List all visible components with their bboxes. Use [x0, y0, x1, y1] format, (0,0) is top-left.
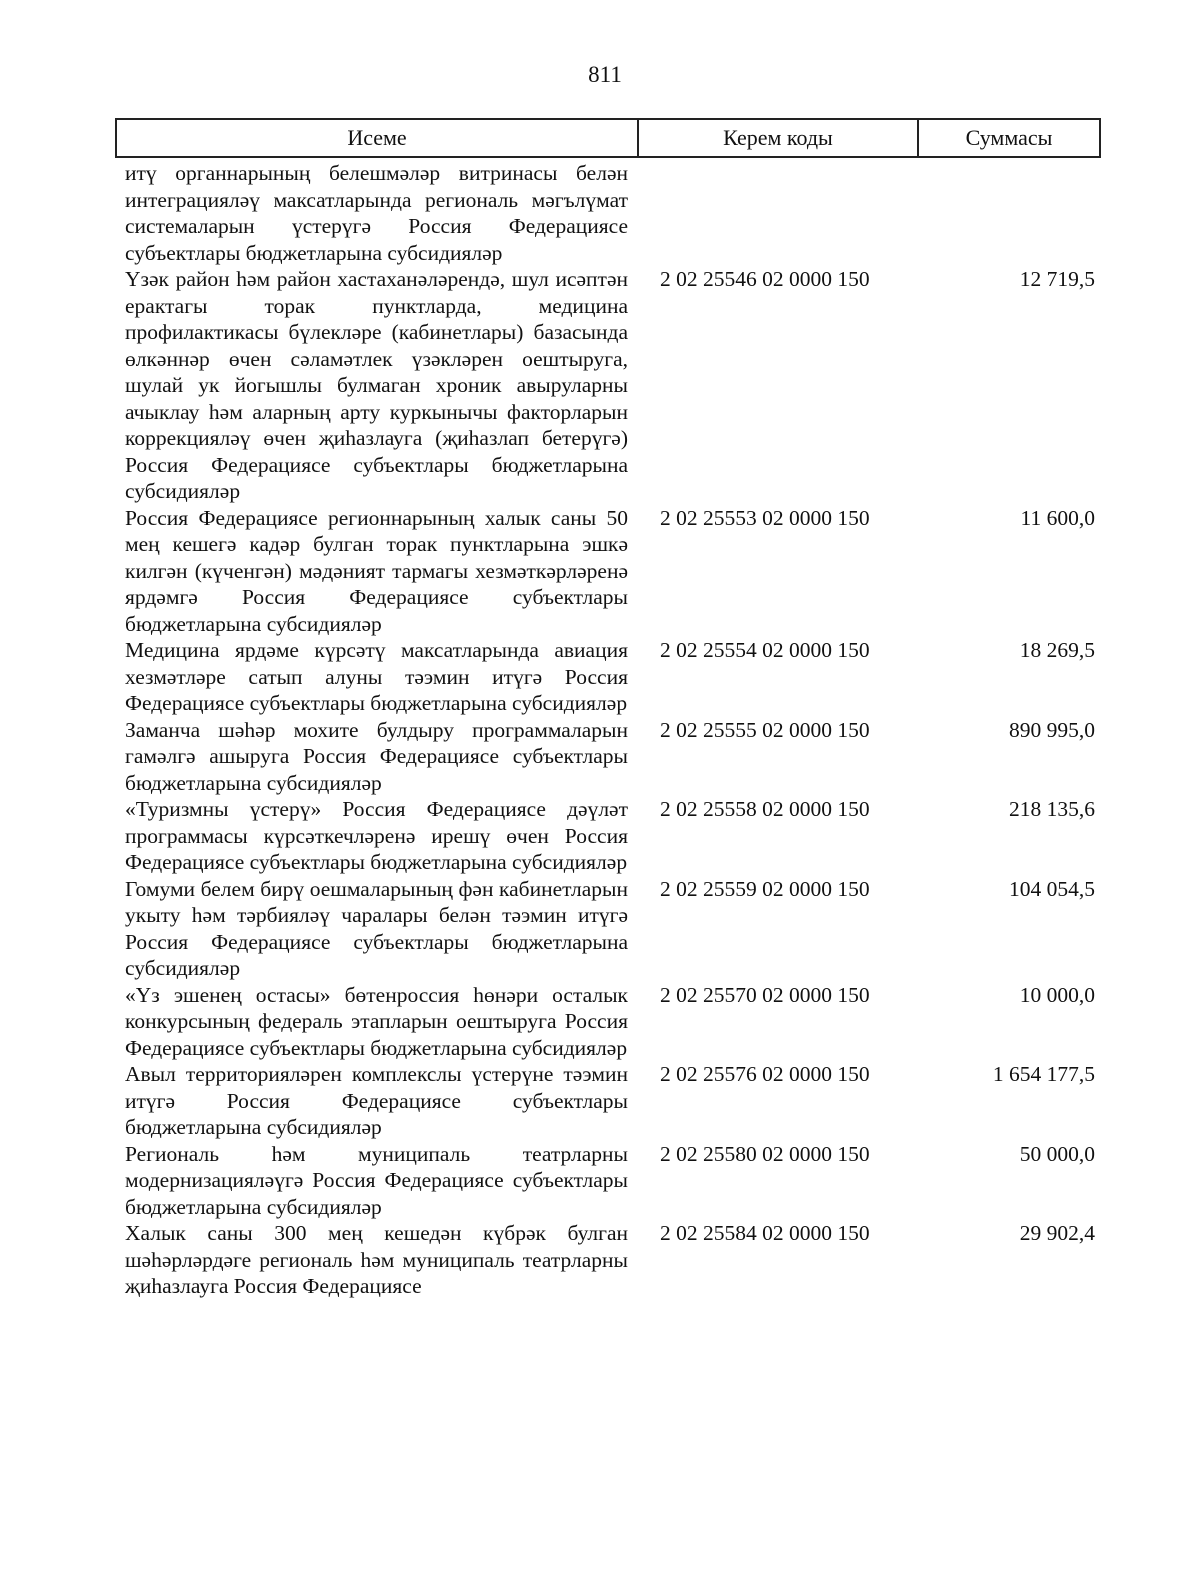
table-row [125, 796, 1101, 876]
row-code: 2 02 25584 02 0000 150 [660, 1221, 870, 1245]
header-sum: Суммасы [965, 125, 1053, 150]
row-code: 2 02 25554 02 0000 150 [660, 638, 870, 662]
header-name: Исеме [117, 120, 639, 156]
table-row [125, 982, 1101, 1062]
table-header [115, 118, 1101, 158]
row-code [628, 160, 918, 266]
table-row [125, 1220, 1101, 1300]
row-code: 2 02 25559 02 0000 150 [660, 876, 870, 901]
row-sum: 11 600,0 [1020, 505, 1095, 530]
row-name: Үзәк район һәм район хастаханәләрендә, шул исәптән ерактагы торак пунктларда, медицина профилактикасы бүлекләре (кабинетлары) базасында өлкәннәр өчен сәламәтлек үзәкләрен оештыруга, шулай ук йогышлы булмаган хроник авыруларны ачыклау һәм аларның арту куркынычы факторларын коррекцияләү өчен җиһазлауга (җиһазлап бетерүгә) Россия Федерациясе субъектлары бюджетларына субсидияләр [125, 267, 628, 503]
table-body [125, 160, 1101, 1300]
row-sum: 18 269,5 [1019, 638, 1095, 662]
row-sum: 890 995,0 [1009, 717, 1095, 742]
table-row [125, 266, 1101, 505]
row-sum: 104 054,5 [1009, 876, 1095, 901]
row-sum [918, 160, 1101, 266]
row-sum: 12 719,5 [1019, 267, 1095, 291]
header-code: Керем коды [639, 120, 919, 156]
row-code: 2 02 25576 02 0000 150 [660, 1062, 870, 1086]
page-number: 811 [588, 62, 622, 87]
table-row [125, 505, 1101, 638]
row-name: «Туризмны үстерү» Россия Федерациясе дәүләт программасы күрсәткечләренә ирешү өчен Россия Федерациясе субъектлары бюджетларына субсидияләр [125, 797, 628, 874]
row-name: итү органнарының белешмәләр витринасы белән интеграцияләү максатларында региональ мәгълүмат системаларын үстерүгә Россия Федерациясе субъектлары бюджетларына субсидияләр [125, 161, 628, 265]
row-name: Россия Федерациясе регионнарының халык саны 50 мең кешегә кадәр булган торак пунктларына эшкә килгән (күченгән) мәдәният тармагы хезмәткәрләренә ярдәмгә Россия Федерациясе субъектлары бюджетларына субсидияләр [125, 505, 628, 636]
row-code: 2 02 25553 02 0000 150 [660, 505, 870, 530]
row-name: Заманча шәһәр мохите булдыру программаларын гамәлгә ашыруга Россия Федерациясе субъектлары бюджетларына субсидияләр [125, 717, 628, 795]
table-row [125, 1061, 1101, 1141]
row-code: 2 02 25558 02 0000 150 [660, 797, 870, 821]
row-name: Медицина ярдәме күрсәтү максатларында авиация хезмәтләре сатып алуны тәэмин итүгә Россия Федерациясе субъектлары бюджетларына субсидияләр [125, 638, 628, 715]
row-sum: 1 654 177,5 [992, 1062, 1095, 1086]
row-code: 2 02 25555 02 0000 150 [660, 717, 870, 742]
row-sum: 50 000,0 [1019, 1141, 1095, 1166]
row-code: 2 02 25580 02 0000 150 [660, 1141, 870, 1166]
row-name: Гомуми белем бирү оешмаларының фән кабинетларын укыту һәм тәрбияләү чаралары белән тәэмин итүгә Россия Федерациясе субъектлары бюджетларына субсидияләр [125, 876, 628, 980]
table-row [125, 637, 1101, 717]
table-row [125, 160, 1101, 266]
row-name: Халык саны 300 мең кешедән күбрәк булган шәһәрләрдәге региональ һәм муниципаль театрларны җиһазлауга Россия Федерациясе [125, 1221, 628, 1298]
row-name: «Үз эшенең остасы» бөтенроссия һөнәри осталык конкурсының федераль этапларын оештыруга Россия Федерациясе субъектлары бюджетларына субсидияләр [125, 982, 628, 1060]
row-code: 2 02 25570 02 0000 150 [660, 982, 870, 1007]
row-name: Авыл территорияләрен комплекслы үстерүне тәэмин итүгә Россия Федерациясе субъектлары бюджетларына субсидияләр [125, 1062, 628, 1139]
table-row [125, 876, 1101, 982]
table-row [125, 1141, 1101, 1221]
row-sum: 29 902,4 [1019, 1221, 1095, 1245]
row-sum: 10 000,0 [1019, 982, 1095, 1007]
row-code: 2 02 25546 02 0000 150 [660, 267, 870, 291]
row-sum: 218 135,6 [1009, 797, 1095, 821]
row-name: Региональ һәм муниципаль театрларны модернизацияләүгә Россия Федерациясе субъектлары бюджетларына субсидияләр [125, 1141, 628, 1219]
table-row [125, 717, 1101, 797]
